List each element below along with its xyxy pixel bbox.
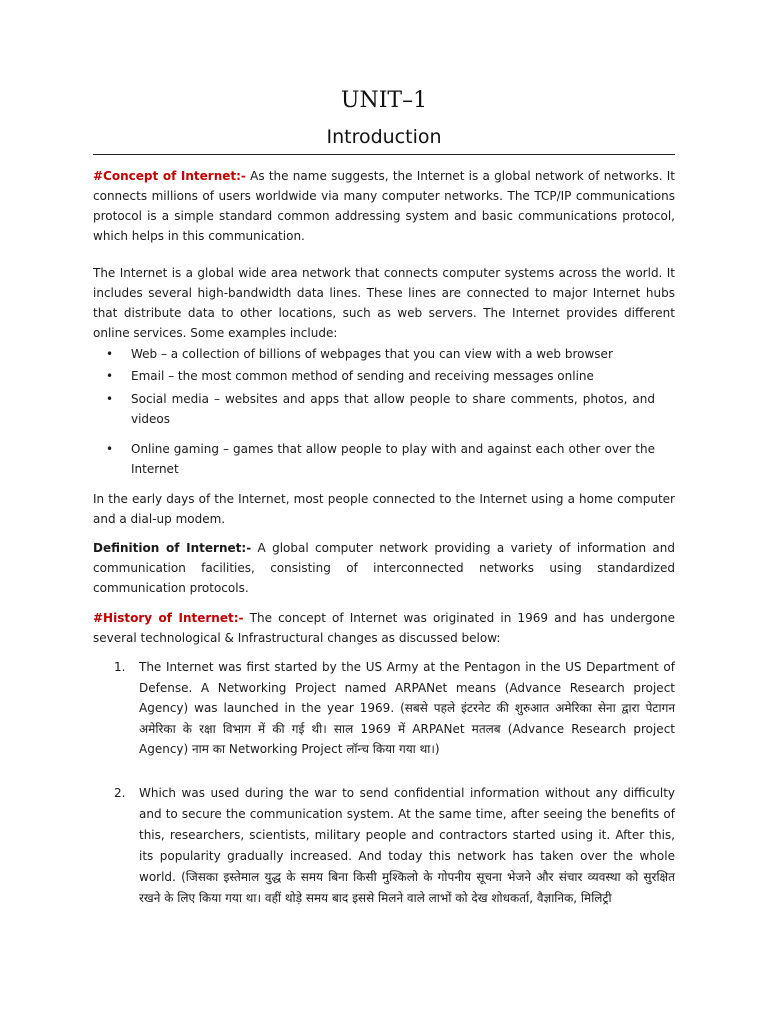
section-title: Introduction [326,126,442,148]
early-days-paragraph: In the early days of the Internet, most people connected to the Internet using a home computer and a dial-up modem. [93,492,675,526]
concept-label: #Concept of Internet:- [93,169,246,183]
unit-heading: UNIT–1 [340,88,428,113]
bullet-icon: • [106,347,114,361]
heading-divider [93,154,675,155]
bullet-icon: • [106,392,114,406]
list-item-text: Social media – websites and apps that allow people to share comments, photos, and videos [131,392,655,426]
list-item-text: Email – the most common method of sending and receiving messages online [131,369,594,383]
bullet-icon: • [106,442,114,456]
concept-text: As the name suggests, the Internet is a global network of networks. It connects millions of users worldwide via many computer networks. The TCP/IP communications protocol is a simple standard common addressing system and basic communications protocol, which helps in this communication. [93,169,675,243]
bullet-icon: • [106,369,114,383]
list-item-text: Which was used during the war to send confidential information without any difficulty and to secure the communication system. At the same time, after seeing the benefits of this, researchers, scientists, military people and contractors started using it. After this, its popularity gradually increased. And today this network has taken over the whole world. (जिसका इस्तेमाल युद्ध के समय बिना किसी मुश्किलो के गोपनीय सूचना भेजने और संचार व्यवस्था को सुरक्षित रखने के लिए किया गया था। वहीं थोड़े समय बाद इससे मिलने वाले लाभों को देख शोधकर्ता, वैज्ञानिक, मिलिट्री [139,786,675,905]
history-label: #History of Internet:- [93,611,244,625]
history-text: The concept of Internet was originated in 1969 and has undergone several technological & Infrastructural changes as discussed below: [93,611,675,645]
internet-paragraph: The Internet is a global wide area network that connects computer systems across the world. It includes several high-bandwidth data lines. These lines are connected to major Internet hubs that distribute data to other locations, such as web servers. The Internet provides different online services. Some examples include: [93,266,675,340]
definition-paragraph [93,538,675,598]
history-paragraph [93,608,675,648]
concept-paragraph [93,166,675,246]
definition-text: A global computer network providing a variety of information and communication facilities, consisting of interconnected networks using standardized communication protocols. [93,541,675,595]
list-item-text: Online gaming – games that allow people to play with and against each other over the Internet [131,442,655,476]
list-item-number: 1. [114,660,126,674]
list-item-text: Web – a collection of billions of webpages that you can view with a web browser [131,347,613,361]
list-item-text: The Internet was first started by the US Army at the Pentagon in the US Department of Defense. A Networking Project named ARPANet means (Advance Research project Agency) was launched in the year 1969. (सबसे पहले इंटरनेट की शुरुआत अमेरिका सेना द्वारा पेटागन अमेरिका के रक्षा विभाग में की गई थी। साल 1969 में ARPANet मतलब (Advance Research project Agency) नाम का Networking Project लॉन्च किया गया था।) [139,660,675,756]
definition-label: Definition of Internet:- [93,541,252,555]
list-item-number: 2. [114,786,126,800]
